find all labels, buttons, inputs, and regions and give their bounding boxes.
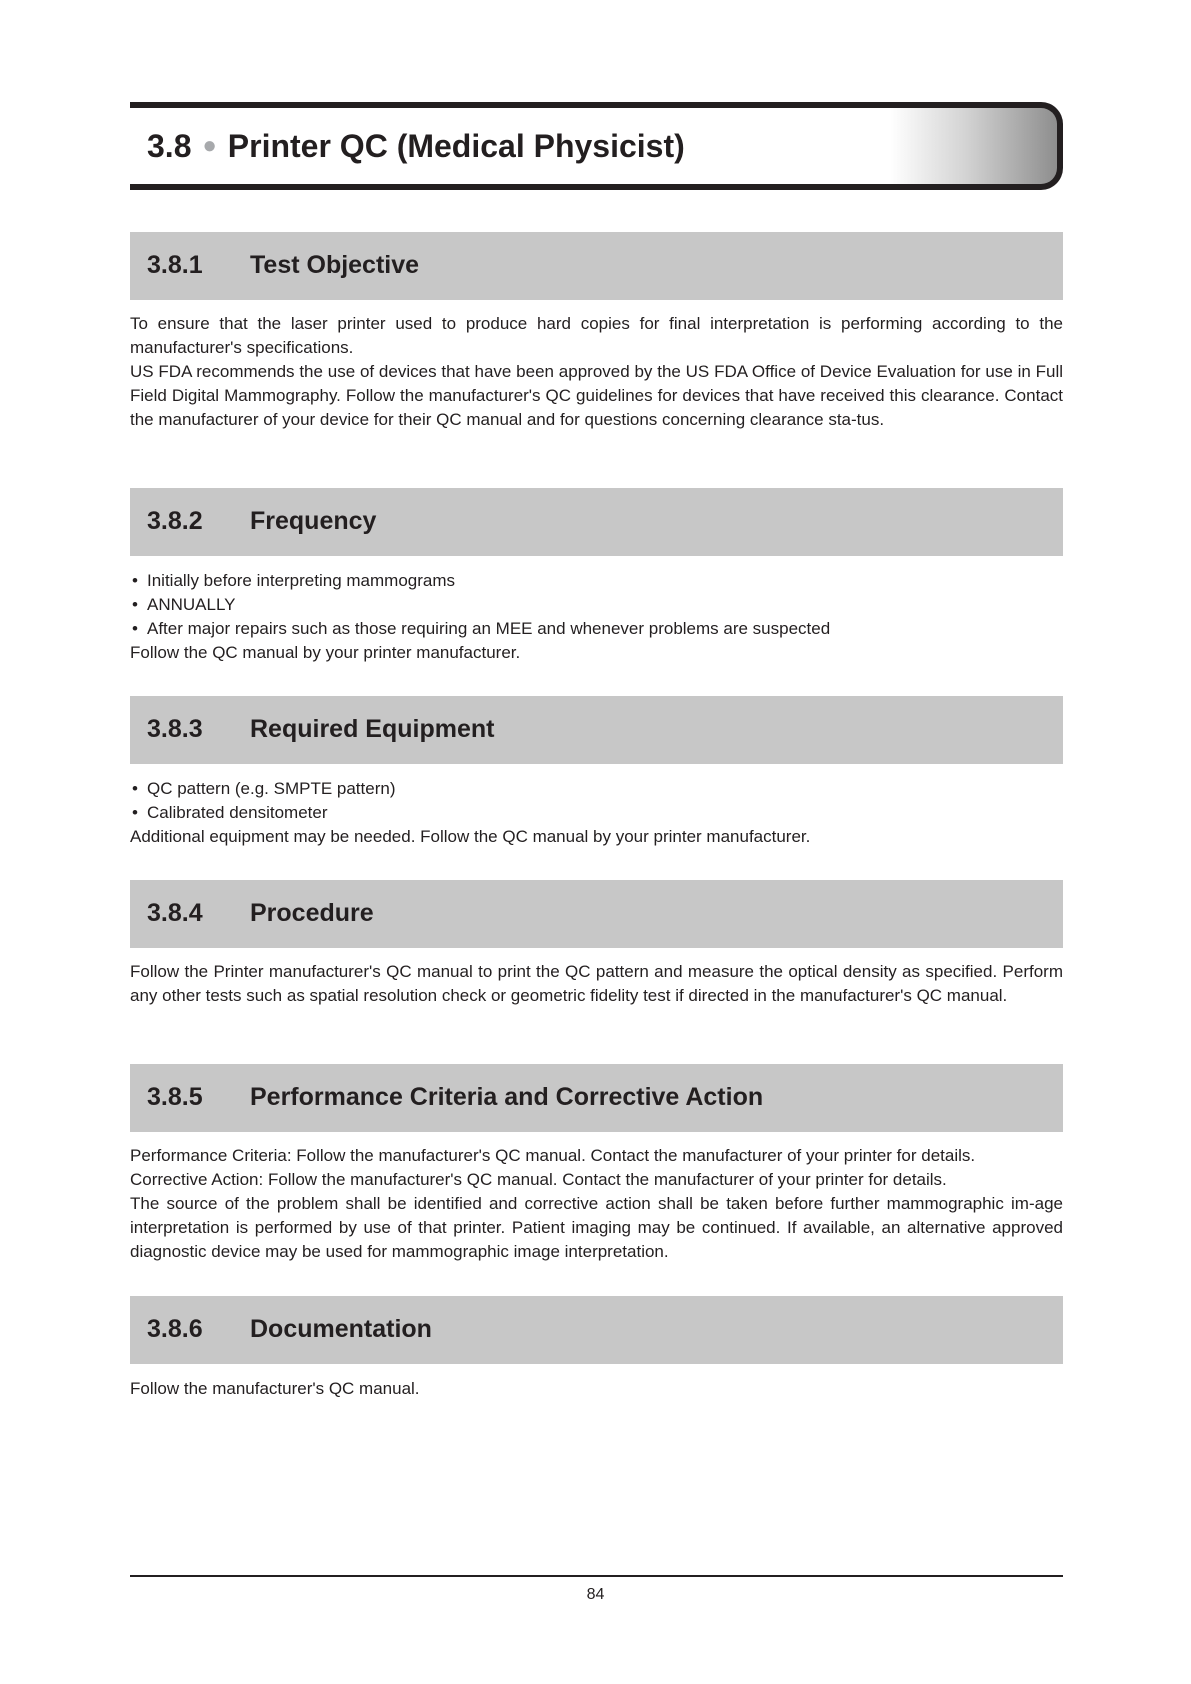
bullet-marker: • [132,779,138,798]
section-note: Additional equipment may be needed. Follow the QC manual by your printer manufacturer. [130,827,811,846]
section-number: 3.8.3 [147,715,203,743]
section-title: Frequency [250,507,377,535]
footer-divider [130,1575,1063,1577]
title-bullet: ● [202,132,217,159]
paragraph: Performance Criteria: Follow the manufacturer's QC manual. Contact the manufacturer of your printer for details. [130,1146,976,1165]
section-note: Follow the QC manual by your printer manufacturer. [130,643,521,662]
section-title: Test Objective [250,251,420,279]
section-number: 3.8.2 [147,507,203,535]
bullet-marker: • [132,619,138,638]
title-number: 3.8 [147,128,192,164]
section-body-frequency [130,569,1063,665]
section-header-test-objective [130,232,1063,300]
section-header-documentation [130,1296,1063,1364]
section-number: 3.8.1 [147,251,203,279]
section-header-performance-criteria [130,1064,1063,1132]
section-title: Required Equipment [250,715,495,743]
bullet-marker: • [132,571,138,590]
paragraph: US FDA recommends the use of devices that have been approved by the US FDA Office of Device Evaluation for use in Full Field Digital Mammography. Follow the manufacturer's QC guidelines for devices that have received this clearance. Contact the manufacturer of your device for their QC manual and for questions concerning clearance sta-tus. [130,362,1063,429]
list-item-text: Calibrated densitometer [147,803,328,822]
list-item [130,593,1063,617]
title-text: Printer QC (Medical Physicist) [227,128,685,164]
page-title-banner [130,102,1063,190]
bullet-list [130,777,1063,825]
bullet-marker: • [132,803,138,822]
section-header-procedure [130,880,1063,948]
list-item-text: Initially before interpreting mammograms [147,571,456,590]
bullet-marker: • [132,595,138,614]
list-item-text: ANNUALLY [147,595,236,614]
list-item [130,569,1063,593]
section-body-documentation [130,1377,1063,1401]
section-number: 3.8.6 [147,1315,203,1343]
section-number: 3.8.5 [147,1083,203,1111]
section-header-required-equipment [130,696,1063,764]
section-header-frequency [130,488,1063,556]
page-title [147,128,685,165]
paragraph: Corrective Action: Follow the manufacturer's QC manual. Contact the manufacturer of your printer for details. [130,1170,947,1189]
list-item [130,617,1063,641]
paragraph: The source of the problem shall be identified and corrective action shall be taken before further mammographic im-age interpretation is performed by use of that printer. Patient imaging may be continued. If available, an alternative approved diagnostic device may be used for mammographic image interpretation. [130,1194,1063,1261]
section-body-test-objective [130,312,1063,432]
section-title: Performance Criteria and Corrective Action [250,1083,764,1111]
list-item [130,777,1063,801]
section-title: Procedure [250,899,374,927]
list-item-text: QC pattern (e.g. SMPTE pattern) [147,779,396,798]
paragraph: To ensure that the laser printer used to produce hard copies for final interpretation is performing according to the manufacturer's specifications. [130,314,1063,357]
section-title: Documentation [250,1315,432,1343]
section-body-required-equipment [130,777,1063,849]
list-item-text: After major repairs such as those requiring an MEE and whenever problems are suspected [147,619,831,638]
section-body-performance-criteria [130,1144,1063,1264]
bullet-list [130,569,1063,641]
section-number: 3.8.4 [147,899,203,927]
section-body-procedure [130,960,1063,1008]
paragraph: Follow the Printer manufacturer's QC manual to print the QC pattern and measure the optical density as specified. Perform any other tests such as spatial resolution check or geometric fidelity test if directed in the manufacturer's QC manual. [130,962,1063,1005]
list-item [130,801,1063,825]
page-number: 84 [586,1586,605,1603]
paragraph: Follow the manufacturer's QC manual. [130,1379,420,1398]
